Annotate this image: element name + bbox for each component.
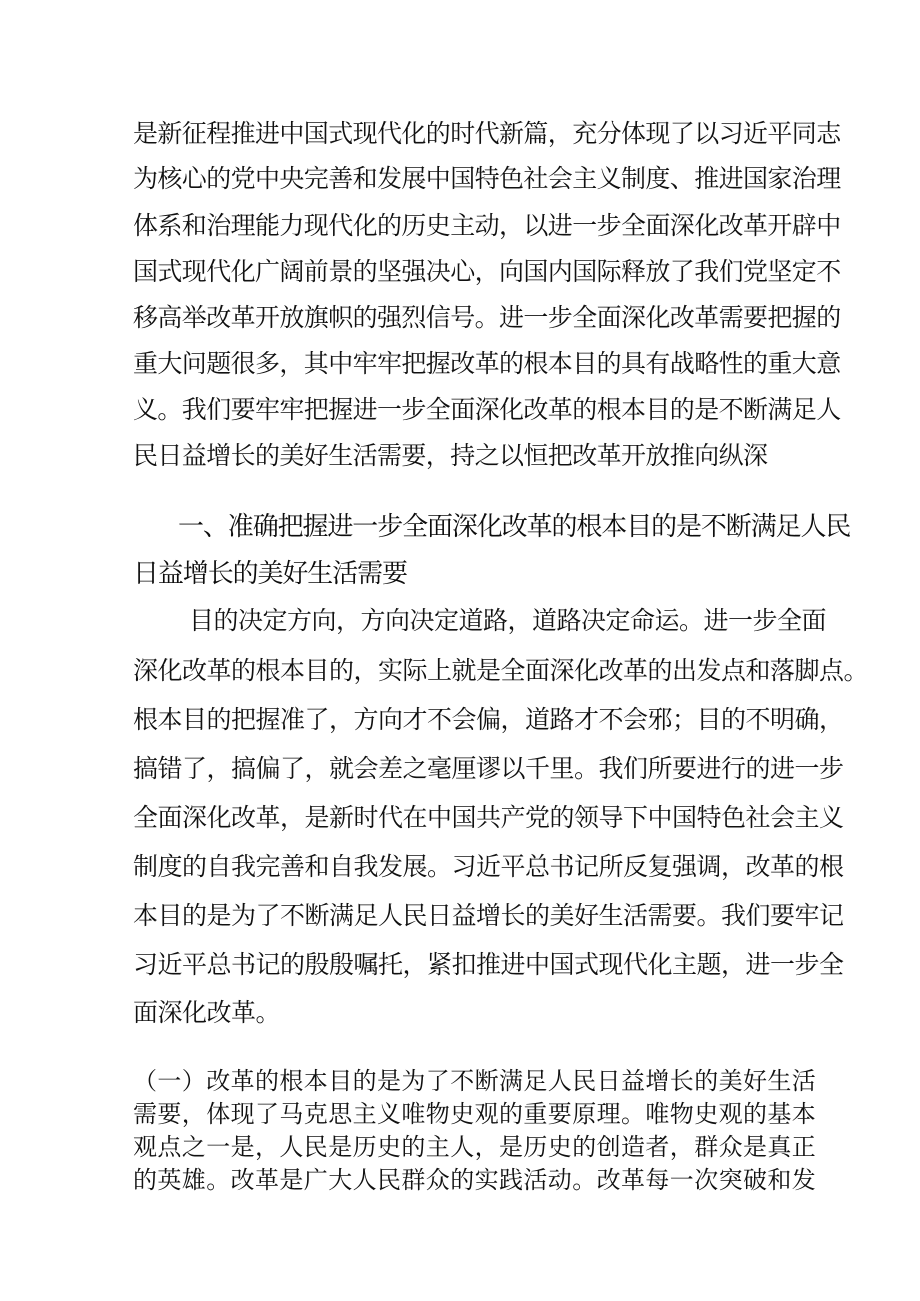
paragraph-line: 重大问题很多，其中牢牢把握改革的根本目的具有战略性的重大意	[133, 349, 841, 378]
paragraph-line: 为核心的党中央完善和发展中国特色社会主义制度、推进国家治理	[133, 164, 841, 193]
paragraph-line: 全面深化改革，是新时代在中国共产党的领导下中国特色社会主义	[133, 803, 844, 832]
paragraph-line: 搞错了，搞偏了，就会差之毫厘谬以千里。我们所要进行的进一步	[133, 754, 844, 783]
paragraph-line: 体系和治理能力现代化的历史主动，以进一步全面深化改革开辟中	[133, 211, 841, 240]
heading-line: 一、准确把握进一步全面深化改革的根本目的是不断满足人民	[178, 512, 851, 542]
heading-line: 日益增长的美好生活需要	[133, 559, 407, 589]
paragraph-line: 深化改革的根本目的，实际上就是全面深化改革的出发点和落脚点。	[133, 656, 869, 685]
paragraph-line: （一）改革的根本目的是为了不断满足人民日益增长的美好生活	[133, 1067, 817, 1095]
paragraph-line: 移高举改革开放旗帜的强烈信号。进一步全面深化改革需要把握的	[133, 303, 841, 332]
paragraph-line: 国式现代化广阔前景的坚强决心，向国内国际释放了我们党坚定不	[133, 257, 841, 286]
paragraph-line: 制度的自我完善和自我发展。习近平总书记所反复强调，改革的根	[133, 852, 844, 881]
paragraph-line: 目的决定方向，方向决定道路，道路决定命运。进一步全面	[189, 606, 827, 635]
paragraph-line: 的英雄。改革是广大人民群众的实践活动。改革每一次突破和发	[133, 1166, 817, 1194]
paragraph-line: 观点之一是，人民是历史的主人，是历史的创造者，群众是真正	[133, 1133, 817, 1161]
paragraph-line: 习近平总书记的殷殷嘱托，紧扣推进中国式现代化主题，进一步全	[133, 950, 844, 979]
paragraph-line: 需要，体现了马克思主义唯物史观的重要原理。唯物史观的基本	[133, 1100, 817, 1128]
paragraph-line: 根本目的把握准了，方向才不会偏，道路才不会邪；目的不明确，	[133, 705, 844, 734]
paragraph-line: 是新征程推进中国式现代化的时代新篇，充分体现了以习近平同志	[133, 119, 841, 148]
paragraph-line: 民日益增长的美好生活需要，持之以恒把改革开放推向纵深	[133, 441, 768, 470]
paragraph-line: 面深化改革。	[133, 998, 281, 1027]
paragraph-line: 义。我们要牢牢把握进一步全面深化改革的根本目的是不断满足人	[133, 395, 841, 424]
paragraph-line: 本目的是为了不断满足人民日益增长的美好生活需要。我们要牢记	[133, 901, 844, 930]
